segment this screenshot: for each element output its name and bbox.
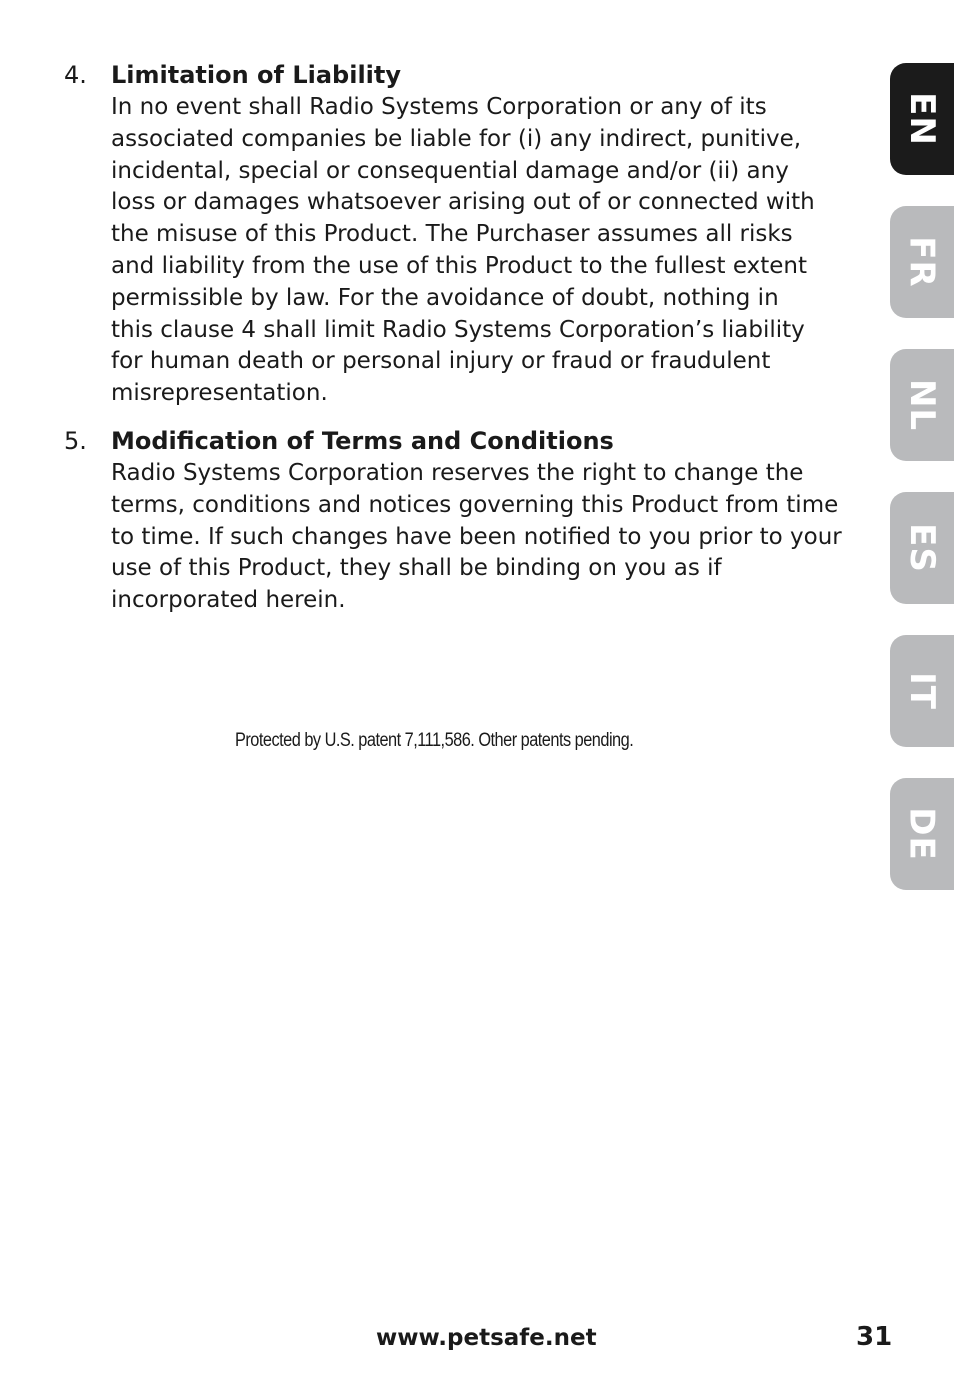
section-modification-of-terms bbox=[64, 424, 844, 617]
language-tab-label: ES bbox=[902, 523, 942, 573]
language-tab-it[interactable] bbox=[890, 635, 954, 747]
language-tab-nl[interactable] bbox=[890, 349, 954, 461]
language-tab-es[interactable] bbox=[890, 492, 954, 604]
language-tab-de[interactable] bbox=[890, 778, 954, 890]
language-tab-fr[interactable] bbox=[890, 206, 954, 318]
body-line: to time. If such changes have been notified to you prior to your bbox=[111, 523, 842, 550]
body-line: Radio Systems Corporation reserves the right to change the bbox=[111, 460, 804, 486]
body-line: for human death or personal injury or fraud or fraudulent bbox=[111, 348, 771, 375]
body-line: associated companies be liable for (i) any indirect, punitive, bbox=[111, 125, 802, 152]
language-tab-label: IT bbox=[902, 672, 942, 710]
section-limitation-of-liability bbox=[64, 58, 844, 410]
section-number: 5. bbox=[64, 427, 87, 455]
language-tab-label: DE bbox=[901, 807, 942, 861]
body-line: and liability from the use of this Product to the fullest extent bbox=[111, 252, 807, 279]
page-number: 31 bbox=[856, 1322, 893, 1352]
section-heading bbox=[64, 58, 844, 92]
body-line: terms, conditions and notices governing this Product from time bbox=[111, 491, 839, 518]
language-tab-label: EN bbox=[902, 92, 942, 146]
body-line: loss or damages whatsoever arising out of or connected with bbox=[111, 189, 815, 216]
section-title: Limitation of Liability bbox=[111, 61, 402, 89]
section-body bbox=[111, 458, 844, 617]
section-body bbox=[111, 92, 844, 410]
patent-notice: Protected by U.S. patent 7,111,586. Other patents pending. bbox=[235, 730, 634, 751]
body-line: misrepresentation. bbox=[111, 380, 328, 407]
section-heading bbox=[64, 424, 844, 458]
body-line: use of this Product, they shall be binding on you as if bbox=[111, 555, 722, 582]
body-line: permissible by law. For the avoidance of doubt, nothing in bbox=[111, 284, 779, 311]
language-tab-en[interactable] bbox=[890, 63, 954, 175]
language-tab-label: NL bbox=[902, 378, 942, 432]
section-number: 4. bbox=[64, 61, 87, 89]
body-line: incorporated herein. bbox=[111, 587, 346, 614]
body-line: incidental, special or consequential damage and/or (ii) any bbox=[111, 157, 789, 184]
language-tab-label: FR bbox=[902, 236, 942, 288]
section-title: Modification of Terms and Conditions bbox=[111, 427, 614, 455]
body-line: In no event shall Radio Systems Corporation or any of its bbox=[111, 94, 767, 120]
body-line: the misuse of this Product. The Purchaser assumes all risks bbox=[111, 221, 793, 248]
body-line: this clause 4 shall limit Radio Systems Corporation’s liability bbox=[111, 316, 805, 343]
footer-url[interactable]: www.petsafe.net bbox=[376, 1325, 597, 1351]
